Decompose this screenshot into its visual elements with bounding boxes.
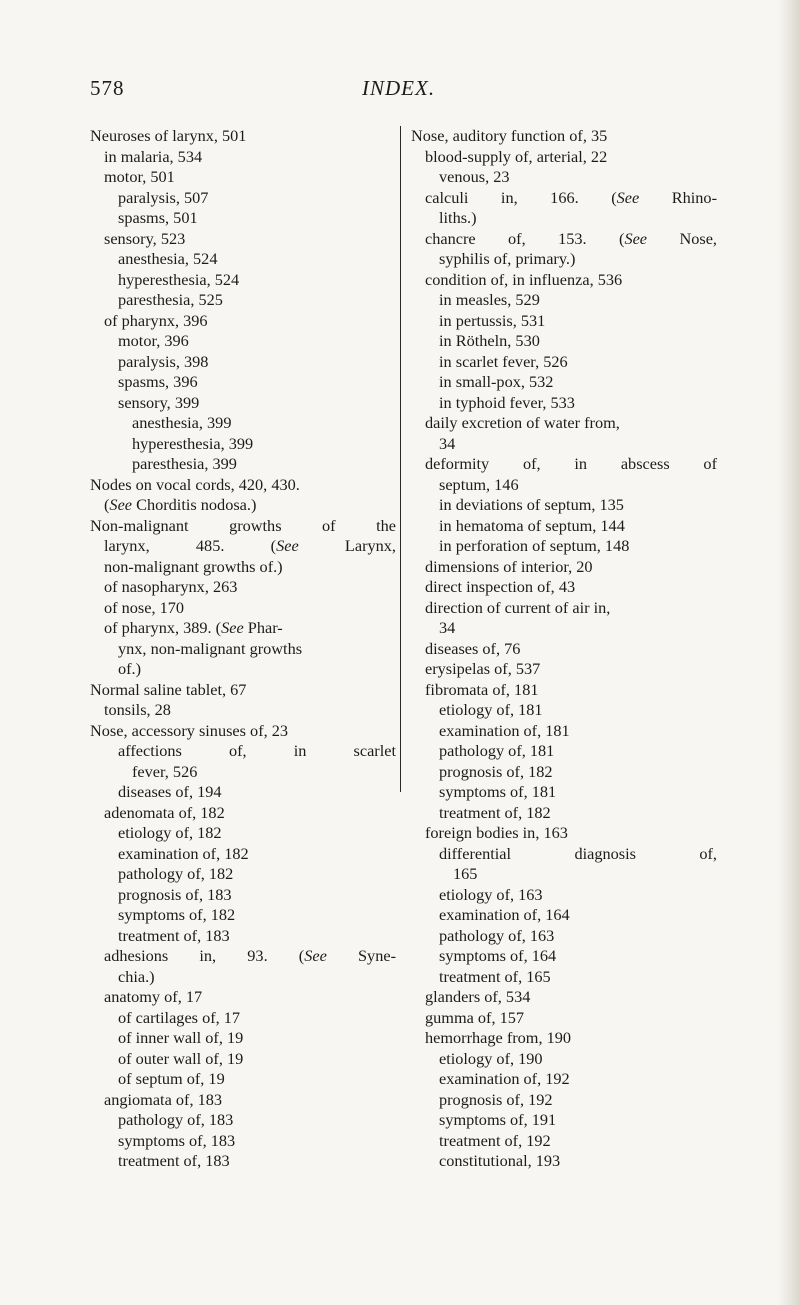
index-entry: larynx, 485. (See Larynx,	[104, 536, 397, 555]
index-entry: symptoms of, 183	[118, 1130, 236, 1150]
index-entry: 34	[439, 433, 456, 453]
see-reference-word: See	[624, 228, 648, 248]
index-entry: of pharynx, 389. (See Phar-	[104, 618, 283, 637]
index-entry: direct inspection of, 43	[425, 577, 576, 596]
index-entry: sensory, 523	[104, 228, 186, 248]
see-reference-word: See	[616, 187, 640, 207]
index-entry: anesthesia, 399	[132, 413, 232, 432]
index-entry: fever, 526	[132, 761, 198, 781]
index-entry: venous, 23	[439, 167, 510, 186]
index-entry: examination of, 164	[439, 905, 570, 924]
index-entry: non-malignant growths of.)	[104, 556, 283, 576]
page-edge-shadow	[778, 0, 800, 1305]
index-entry: (See Chorditis nodosa.)	[104, 495, 257, 514]
index-entry: paralysis, 507	[118, 187, 209, 207]
index-entry: Nodes on vocal cords, 420, 430.	[90, 474, 300, 494]
page-header	[0, 76, 800, 106]
index-entry: direction of current of air in,	[425, 597, 611, 617]
see-reference-word: See	[109, 495, 133, 514]
index-entry: anesthesia, 524	[118, 249, 218, 268]
index-entry: spasms, 501	[118, 208, 198, 227]
index-entry: of outer wall of, 19	[118, 1048, 244, 1068]
index-entry: examination of, 181	[439, 720, 570, 740]
index-entry: Neuroses of larynx, 501	[90, 126, 247, 145]
index-entry: motor, 501	[104, 167, 175, 186]
index-entry: treatment of, 183	[118, 1151, 230, 1170]
index-entry: in malaria, 534	[104, 146, 203, 166]
index-entry: etiology of, 181	[439, 700, 543, 719]
index-entry: etiology of, 190	[439, 1048, 543, 1068]
index-entry: anatomy of, 17	[104, 987, 203, 1006]
index-entry: dimensions of interior, 20	[425, 556, 593, 576]
index-entry: pathology of, 163	[439, 925, 555, 945]
index-entry: prognosis of, 183	[118, 884, 232, 904]
index-entry: pathology of, 181	[439, 741, 555, 760]
index-entry: adenomata of, 182	[104, 802, 225, 822]
index-entry: deformity of, in abscess of	[425, 454, 717, 473]
index-entry: hemorrhage from, 190	[425, 1028, 572, 1047]
index-entry: condition of, in influenza, 536	[425, 269, 623, 289]
index-entry: in measles, 529	[439, 290, 540, 309]
index-entry: treatment of, 192	[439, 1130, 551, 1150]
index-entry: paralysis, 398	[118, 351, 209, 371]
index-entry: angiomata of, 183	[104, 1089, 223, 1109]
index-entry: etiology of, 163	[439, 884, 543, 904]
index-entry: examination of, 192	[439, 1069, 570, 1088]
index-entry: in small-pox, 532	[439, 372, 554, 391]
index-entry: chia.)	[118, 966, 155, 986]
index-entry: 165	[453, 864, 478, 883]
index-entry: fibromata of, 181	[425, 679, 539, 699]
index-entry: motor, 396	[118, 331, 189, 350]
index-entry: tonsils, 28	[104, 700, 171, 719]
index-column-right	[411, 126, 717, 1172]
index-entry: erysipelas of, 537	[425, 659, 541, 678]
running-title: INDEX.	[362, 76, 436, 100]
index-entry: of nose, 170	[104, 597, 185, 617]
index-entry: diseases of, 76	[425, 638, 521, 658]
index-entry: spasms, 396	[118, 372, 198, 391]
index-entry: constitutional, 193	[439, 1151, 561, 1170]
index-entry: glanders of, 534	[425, 987, 531, 1006]
index-entry: of.)	[118, 659, 142, 678]
index-entry: in scarlet fever, 526	[439, 351, 568, 371]
index-entry: Nose, auditory function of, 35	[411, 126, 608, 145]
index-entry: symptoms of, 164	[439, 946, 557, 965]
index-entry: paresthesia, 399	[132, 454, 237, 473]
index-entry: in Rötheln, 530	[439, 331, 540, 350]
index-entry: symptoms of, 191	[439, 1110, 557, 1129]
index-entry: adhesions in, 93. (See Syne-	[104, 946, 396, 965]
index-entry: ynx, non-malignant growths	[118, 638, 303, 658]
index-entry: hyperesthesia, 524	[118, 269, 240, 289]
index-entry: of cartilages of, 17	[118, 1007, 241, 1027]
index-entry: daily excretion of water from,	[425, 413, 620, 432]
index-entry: Normal saline tablet, 67	[90, 679, 247, 699]
index-entry: of pharynx, 396	[104, 310, 208, 330]
see-reference-word: See	[221, 618, 244, 637]
index-entry: foreign bodies in, 163	[425, 823, 568, 842]
index-entry: in hematoma of septum, 144	[439, 515, 625, 535]
index-entry: of septum of, 19	[118, 1069, 225, 1088]
index-entry: syphilis of, primary.)	[439, 249, 576, 268]
index-entry: treatment of, 165	[439, 966, 551, 986]
index-entry: examination of, 182	[118, 843, 249, 863]
index-entry: of nasopharynx, 263	[104, 577, 238, 596]
index-entry: Non-malignant growths of the	[90, 515, 396, 535]
index-entry: affections of, in scarlet	[118, 741, 396, 760]
index-entry: liths.)	[439, 208, 477, 227]
index-entry: differential diagnosis of,	[439, 843, 717, 863]
index-entry: symptoms of, 182	[118, 905, 236, 924]
index-entry: 34	[439, 618, 456, 637]
index-entry: treatment of, 183	[118, 925, 230, 945]
see-reference-word: See	[304, 946, 327, 965]
page-number: 578	[90, 76, 125, 100]
index-entry: in deviations of septum, 135	[439, 495, 624, 514]
index-entry: pathology of, 183	[118, 1110, 234, 1129]
index-entry: etiology of, 182	[118, 823, 222, 842]
column-divider	[400, 126, 401, 792]
index-entry: septum, 146	[439, 474, 519, 494]
index-entry: pathology of, 182	[118, 864, 234, 883]
index-entry: hyperesthesia, 399	[132, 433, 254, 453]
index-entry: prognosis of, 182	[439, 761, 553, 781]
index-entry: gumma of, 157	[425, 1007, 525, 1027]
index-entry: sensory, 399	[118, 392, 200, 412]
index-column-left	[90, 126, 396, 1172]
index-entry: in perforation of septum, 148	[439, 536, 630, 555]
index-entry: treatment of, 182	[439, 802, 551, 822]
index-entry: chancre of, 153. (See Nose,	[425, 228, 717, 248]
index-entry: paresthesia, 525	[118, 290, 223, 309]
index-entry: symptoms of, 181	[439, 782, 557, 801]
index-entry: prognosis of, 192	[439, 1089, 553, 1109]
index-entry: Nose, accessory sinuses of, 23	[90, 720, 289, 740]
index-entry: diseases of, 194	[118, 782, 222, 801]
index-entry: blood-supply of, arterial, 22	[425, 146, 608, 166]
index-entry: in typhoid fever, 533	[439, 392, 575, 412]
index-entry: of inner wall of, 19	[118, 1028, 244, 1047]
see-reference-word: See	[276, 536, 299, 555]
index-entry: in pertussis, 531	[439, 310, 546, 330]
index-entry: calculi in, 166. (See Rhino-	[425, 187, 717, 207]
